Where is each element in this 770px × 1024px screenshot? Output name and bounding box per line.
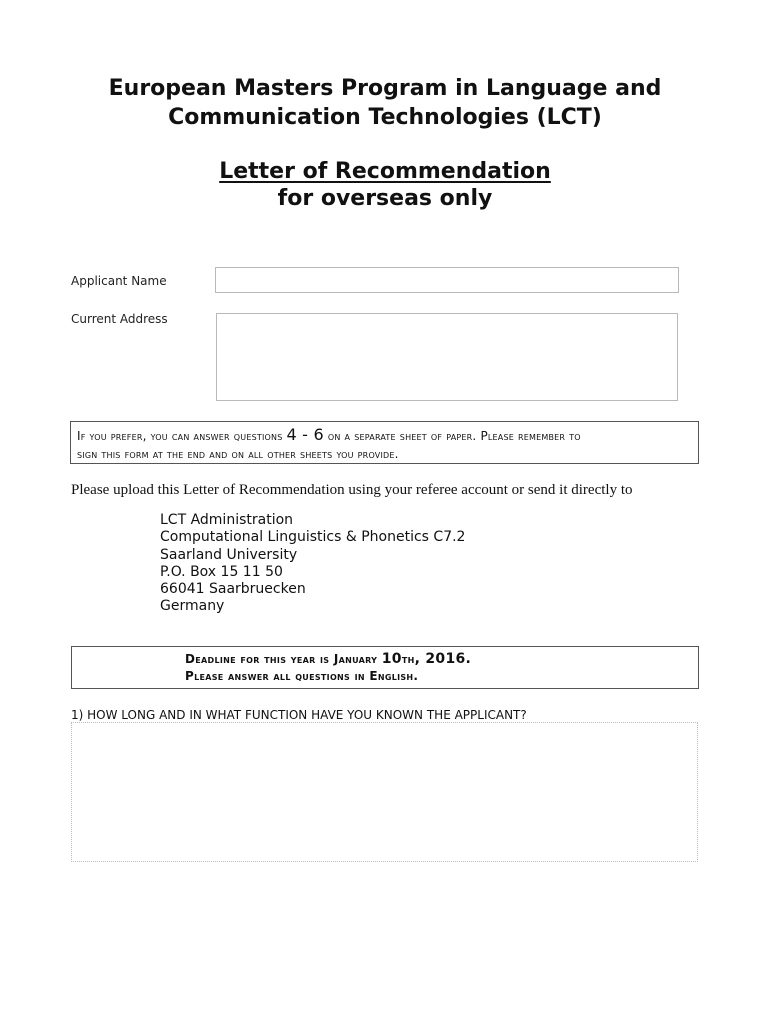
address-line: 66041 Saarbruecken <box>160 581 306 598</box>
question-1-answer-field[interactable] <box>71 722 698 862</box>
current-address-label: Current Address <box>71 312 168 326</box>
notice-text-b: on a separate sheet of paper. Please remember to <box>323 429 581 443</box>
subtitle-overseas-only: for overseas only <box>277 186 493 211</box>
address-line: Computational Linguistics & Phonetics C7.2 <box>160 529 466 546</box>
document-title <box>0 74 770 132</box>
question-1-label: 1) HOW LONG AND IN WHAT FUNCTION HAVE YOU KNOWN THE APPLICANT? <box>71 708 527 722</box>
mailing-address <box>160 512 465 616</box>
deadline-th: th <box>401 652 415 666</box>
applicant-name-field[interactable] <box>215 267 679 293</box>
upload-instructions: Please upload this Letter of Recommendation using your referee account or send it directly to <box>71 482 633 498</box>
address-line: LCT Administration <box>160 512 294 528</box>
title-line-1: European Masters Program in Language and <box>108 76 662 101</box>
applicant-name-label: Applicant Name <box>71 274 167 288</box>
notice-line-2: sign this form at the end and on all other sheets you provide. <box>77 447 399 461</box>
notice-text-a: If you prefer, you can answer questions <box>77 429 287 443</box>
current-address-field[interactable] <box>216 313 678 401</box>
deadline-line-2: Please answer all questions in English. <box>185 669 419 683</box>
notice-line-1 <box>77 426 692 445</box>
deadline-day: 10 <box>381 651 402 667</box>
notice-question-range: 4 - 6 <box>286 425 324 444</box>
deadline-year: , 2016. <box>414 651 472 667</box>
separate-sheet-notice <box>70 421 699 464</box>
address-line: P.O. Box 15 11 50 <box>160 563 283 580</box>
deadline-notice <box>71 646 699 689</box>
subtitle-letter-of-recommendation: Letter of Recommendation <box>219 159 551 184</box>
address-line: Saarland University <box>160 546 298 563</box>
address-line: Germany <box>160 598 225 615</box>
deadline-line-1 <box>185 651 698 668</box>
title-line-2: Communication Technologies (LCT) <box>168 105 602 130</box>
deadline-text: Deadline for this year is January <box>185 652 382 666</box>
